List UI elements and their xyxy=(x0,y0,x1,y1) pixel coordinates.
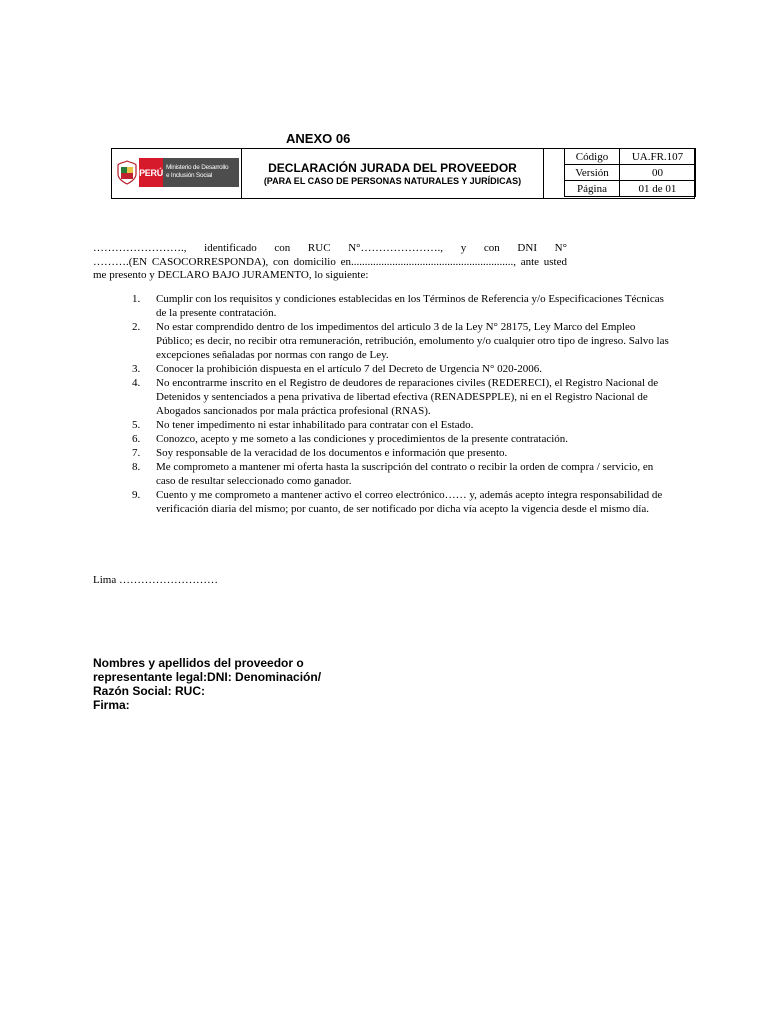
meta-label: Página xyxy=(565,181,620,197)
place-date-line: Lima ……………………… xyxy=(93,574,218,586)
declaration-line-1: ……………………., identificado con RUC N°…………………., y con DNI N° xyxy=(93,242,567,254)
signature-line-2: representante legal:DNI: Denominación/ xyxy=(93,670,322,684)
item-number: 3. xyxy=(132,363,141,375)
declaration-line-3: me presento y DECLARO BAJO JURAMENTO, lo siguiente: xyxy=(93,269,369,281)
meta-row-code xyxy=(565,149,696,165)
item-text: No encontrarme inscrito en el Registro de deudores de reparaciones civiles (REDERECI), el Registro Nacional de Detenidos y sentenciados a pena privativa de libertad efectiva (RENADESPPLE), ni en el Registro Nacional de Abogados sancionados por mala práctica profesional (RNAS). xyxy=(156,377,659,417)
item-number: 1. xyxy=(132,293,141,305)
item-text: Soy responsable de la veracidad de los documentos e información que presento. xyxy=(156,447,508,459)
signature-line-1: Nombres y apellidos del proveedor o xyxy=(93,656,304,670)
peru-badge: PERÚ xyxy=(139,158,163,187)
meta-label: Versión xyxy=(565,165,620,181)
document-header xyxy=(111,148,695,199)
ministry-line-1: Ministerio de Desarrollo xyxy=(166,164,229,171)
signature-block xyxy=(93,656,363,712)
item-text: No estar comprendido dentro de los impedimentos del articulo 3 de la Ley N° 28175, Ley Marco del Empleo Público; es decir, no recibir otra remuneración, retribución, emolumento y/o cualquier otro tipo de ingreso. Salvo las excepciones señaladas por normas con rango de Ley. xyxy=(156,321,669,361)
document-title: DECLARACIÓN JURADA DEL PROVEEDOR xyxy=(268,161,517,175)
meta-row-version xyxy=(565,165,696,181)
declaration-item xyxy=(132,432,672,446)
declaration-item xyxy=(132,446,672,460)
meta-row-page xyxy=(565,181,696,197)
declaration-item xyxy=(132,460,672,488)
item-text: Cumplir con los requisitos y condiciones establecidas en los Términos de Referencia y/o Especificaciones Técnicas de la presente contratación. xyxy=(156,293,664,319)
item-number: 8. xyxy=(132,461,141,473)
declaration-item xyxy=(132,320,672,362)
signature-line-4: Firma: xyxy=(93,698,130,712)
document-subtitle: (PARA EL CASO DE PERSONAS NATURALES Y JURÍDICAS) xyxy=(263,176,522,186)
declaration-item xyxy=(132,362,672,376)
ministry-line-2: e Inclusión Social xyxy=(166,172,213,179)
declaration-item xyxy=(132,488,672,516)
item-text: Cuento y me comprometo a mantener activo el correo electrónico…… y, además acepto íntegra responsabilidad de verificación diaria del mismo; por cuanto, de ser notificado por dicha vía acepto la vigencia desde el mismo día. xyxy=(156,489,663,515)
item-number: 7. xyxy=(132,447,141,459)
title-cell xyxy=(242,149,544,198)
ministry-logo xyxy=(116,158,236,187)
meta-label: Código xyxy=(565,149,620,165)
annex-title: ANEXO 06 xyxy=(286,131,351,146)
coat-of-arms-icon xyxy=(116,160,138,185)
declaration-intro xyxy=(93,242,567,283)
item-number: 2. xyxy=(132,321,141,333)
item-text: Conozco, acepto y me someto a las condiciones y procedimientos de la presente contratación. xyxy=(156,433,569,445)
item-number: 6. xyxy=(132,433,141,445)
logo-cell xyxy=(112,149,242,198)
item-number: 5. xyxy=(132,419,141,431)
meta-value: 00 xyxy=(620,165,696,181)
meta-value: 01 de 01 xyxy=(620,181,696,197)
item-number: 9. xyxy=(132,489,141,501)
item-text: No tener impedimento ni estar inhabilitado para contratar con el Estado. xyxy=(156,419,474,431)
document-meta-table xyxy=(564,148,696,197)
declaration-item xyxy=(132,292,672,320)
ministry-name xyxy=(163,158,239,187)
item-text: Conocer la prohibición dispuesta en el artículo 7 del Decreto de Urgencia N° 020-2006. xyxy=(156,363,543,375)
declaration-items xyxy=(132,292,672,516)
declaration-line-2: ……….(EN CASOCORRESPONDA), con domicilio en..........................................................., ante usted xyxy=(93,255,567,268)
declaration-item xyxy=(132,376,672,418)
meta-value: UA.FR.107 xyxy=(620,149,696,165)
declaration-item xyxy=(132,418,672,432)
item-text: Me comprometo a mantener mi oferta hasta la suscripción del contrato o recibir la orden de compra / servicio, en caso de resultar seleccionado como ganador. xyxy=(156,461,654,487)
item-number: 4. xyxy=(132,377,141,389)
signature-line-3: Razón Social: RUC: xyxy=(93,684,206,698)
